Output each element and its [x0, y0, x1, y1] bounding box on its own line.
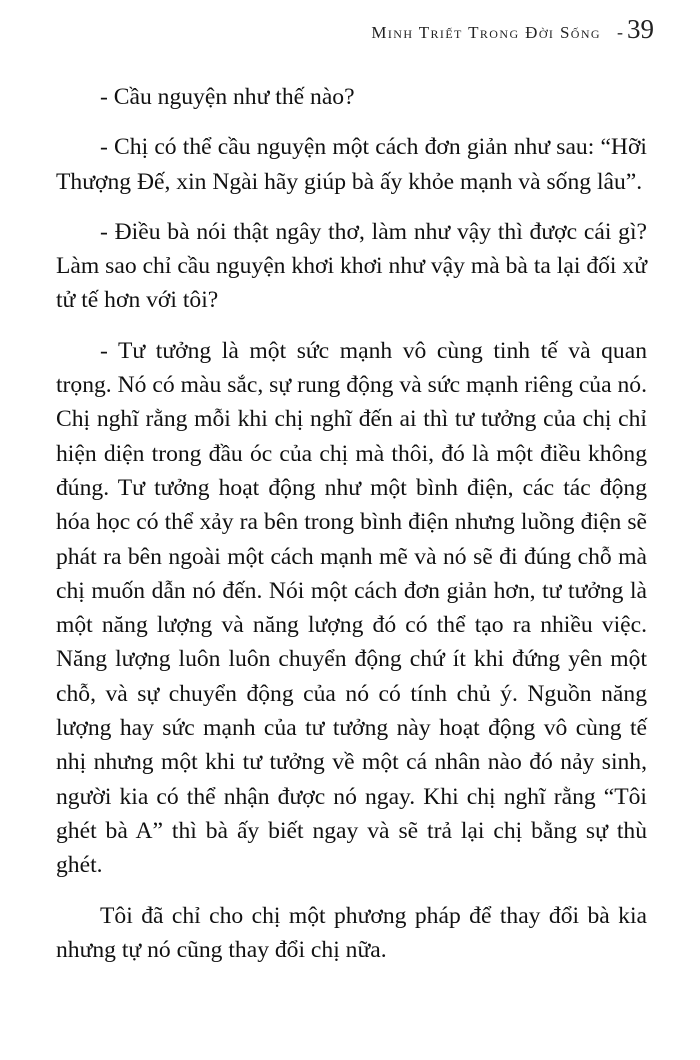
running-header: [371, 14, 654, 45]
paragraph: - Cầu nguyện như thế nào?: [100, 84, 355, 110]
book-title: Minh Triết Trong Đời Sống: [371, 23, 601, 42]
paragraph: Tôi đã chỉ cho chị một phương pháp để thay đổi bà kia nhưng tự nó cũng thay đổi chị nữa.: [56, 902, 647, 963]
paragraph: - Tư tưởng là một sức mạnh vô cùng tinh tế và quan trọng. Nó có màu sắc, sự rung động và sức mạnh riêng của nó. Chị nghĩ rằng mỗi khi chị nghĩ đến ai thì tư tưởng của chị chỉ hiện diện trong đầu óc của chị mà thôi, đó là một điều không đúng. Tư tưởng hoạt động như một bình điện, các tác động hóa học có thể xảy ra bên trong bình điện nhưng luồng điện sẽ phát ra bên ngoài một cách mạnh mẽ và nó sẽ đi đúng chỗ mà chị muốn dẫn nó đến. Nói một cách đơn giản hơn, tư tưởng là một năng lượng và năng lượng đó có thể tạo ra nhiều việc. Năng lượng luôn luôn chuyển động chứ ít khi đứng yên một chỗ, và sự chuyển động của nó có tính chủ ý. Nguồn năng lượng hay sức mạnh của tư tưởng này hoạt động vô cùng tế nhị nhưng một khi tư tưởng về một cá nhân nào đó nảy sinh, người kia có thể nhận được nó ngay. Khi chị nghĩ rằng “Tôi ghét bà A” thì bà ấy biết ngay và sẽ trả lại chị bằng sự thù ghét.: [56, 337, 647, 879]
paragraph: - Điều bà nói thật ngây thơ, làm như vậy thì được cái gì? Làm sao chỉ cầu nguyện khơi khơi như vậy mà bà ta lại đối xử tử tế hơn với tôi?: [56, 218, 647, 314]
page-number-separator: -: [617, 22, 623, 42]
body-text: [56, 80, 647, 967]
page-number: 39: [627, 14, 654, 44]
paragraph: - Chị có thể cầu nguyện một cách đơn giản như sau: “Hỡi Thượng Đế, xin Ngài hãy giúp bà ấy khỏe mạnh và sống lâu”.: [56, 134, 647, 195]
